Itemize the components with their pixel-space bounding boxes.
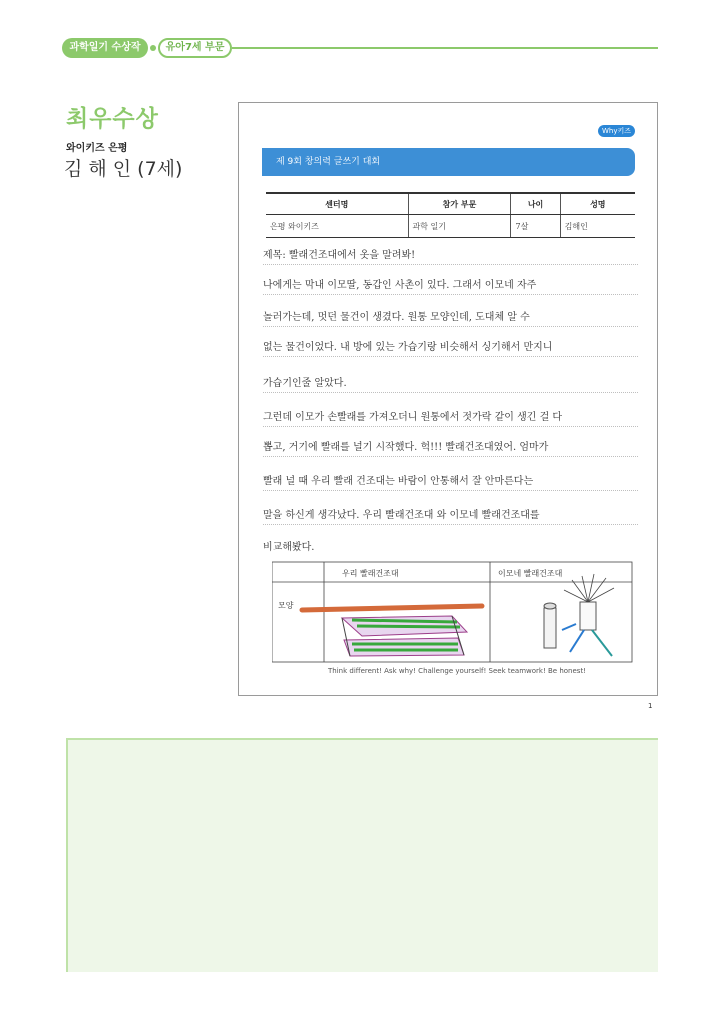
essay-line: 없는 물건이었다. 내 방에 있는 가습기랑 비슷해서 싱기해서 만지니 bbox=[263, 340, 638, 357]
info-table bbox=[266, 192, 635, 238]
essay-line: 빨래 널 때 우리 빨래 건조대는 바람이 안통해서 잘 안마른다는 bbox=[263, 474, 638, 491]
organization-name: 와이키즈 은평 bbox=[66, 143, 128, 154]
value-name: 김해인 bbox=[560, 215, 635, 238]
header-category: 참가 부문 bbox=[408, 193, 511, 215]
value-age: 7살 bbox=[511, 215, 560, 238]
contest-banner: 제 9회 창의력 글쓰기 대회 bbox=[262, 148, 635, 176]
info-table-value-row bbox=[266, 215, 635, 238]
value-center: 은평 와이키즈 bbox=[266, 215, 408, 238]
essay-line: 나에게는 막내 이모딸, 동갑인 사촌이 있다. 그래서 이모네 자주 bbox=[263, 278, 638, 295]
division-tag: 유아7세 부문 bbox=[158, 38, 232, 58]
our-drying-rack-drawing bbox=[302, 606, 482, 656]
essay-title-line: 제목: 빨래건조대에서 옷을 말려봐! bbox=[263, 248, 638, 265]
value-category: 과학 일기 bbox=[408, 215, 511, 238]
footer-quote: Think different! Ask why! Challenge yourself! Seek teamwork! Be honest! bbox=[328, 667, 586, 675]
column-ours-label: 우리 빨래건조대 bbox=[342, 569, 399, 578]
essay-line: 비교해봤다. bbox=[263, 542, 315, 553]
header-name: 성명 bbox=[560, 193, 635, 215]
tag-separator-dot bbox=[150, 45, 156, 51]
aunts-drying-rack-drawing bbox=[544, 574, 614, 656]
comparison-drawing bbox=[272, 560, 638, 664]
whykids-logo: Why키즈 bbox=[598, 125, 635, 137]
essay-line: 가습기인줄 알았다. bbox=[263, 376, 638, 393]
essay-line: 뽑고, 거기에 빨래를 널기 시작했다. 헉!!! 빨래건조대였어. 엄마가 bbox=[263, 440, 638, 457]
header-divider bbox=[232, 47, 658, 49]
essay-line: 그런데 이모가 손빨래를 가져오더니 원통에서 젓가락 같이 생긴 걸 다 bbox=[263, 410, 638, 427]
header-age: 나이 bbox=[511, 193, 560, 215]
student-name: 김 해 인 (7세) bbox=[64, 158, 183, 180]
header-center: 센터명 bbox=[266, 193, 408, 215]
column-aunts-label: 이모네 빨래건조대 bbox=[498, 569, 563, 578]
category-tag: 과학일기 수상작 bbox=[62, 38, 148, 58]
notes-box bbox=[66, 738, 658, 972]
info-table-header-row bbox=[266, 193, 635, 215]
essay-line: 말을 하신게 생각났다. 우리 빨래건조대 와 이모네 빨래건조대를 bbox=[263, 508, 638, 525]
essay-line: 놀러가는데, 멋던 물건이 생겼다. 원통 모양인데, 도대체 알 수 bbox=[263, 310, 638, 327]
row-shape-label: 모양 bbox=[278, 601, 294, 610]
page-number: 1 bbox=[648, 702, 653, 710]
award-title: 최우수상 bbox=[66, 106, 159, 132]
